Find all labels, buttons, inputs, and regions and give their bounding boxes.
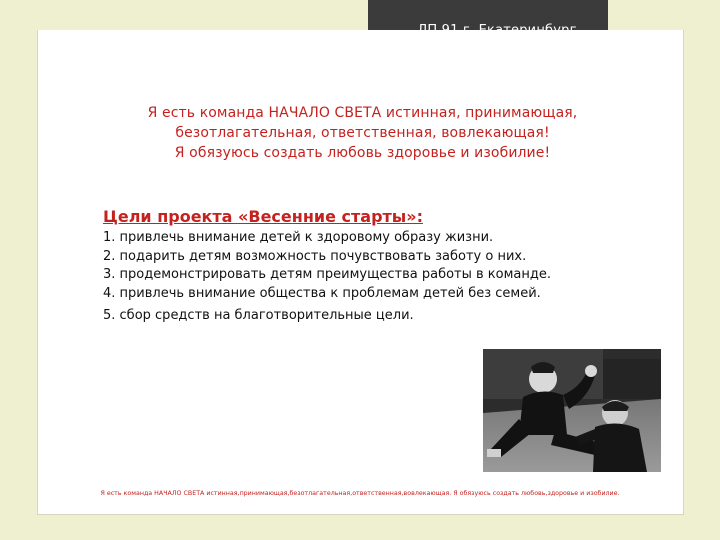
- goal-item: 2. подарить детям возможность почувствовать заботу о них.: [103, 248, 527, 264]
- footer-motto: Я есть команда НАЧАЛО СВЕТА истинная,принимающая,безотлагательная,ответственная,вовлекающая. Я обязуюсь создать любовь,здоровье и изобилие.: [100, 490, 620, 497]
- goals-title: Цели проекта «Весенние старты»:: [103, 207, 423, 226]
- goal-item: 3. продемонстрировать детям преимущества работы в команде.: [103, 267, 551, 282]
- goal-item: 5. сбор средств на благотворительные цели.: [103, 308, 414, 323]
- goal-item: 1. привлечь внимание детей к здоровому образу жизни.: [103, 230, 494, 245]
- top-band: [0, 0, 720, 30]
- martial-arts-kids-photo: [483, 349, 661, 472]
- motto-line: безотлагательная, ответственная, вовлекающая!: [175, 125, 550, 141]
- goals-list: [103, 229, 683, 326]
- team-motto: [50, 103, 675, 163]
- motto-line: Я обязуюсь создать любовь здоровье и изобилие!: [174, 145, 551, 161]
- goal-item: 4. привлечь внимание общества к проблемам детей без семей.: [103, 285, 541, 301]
- motto-line: Я есть команда НАЧАЛО СВЕТА истинная, принимающая,: [147, 105, 578, 121]
